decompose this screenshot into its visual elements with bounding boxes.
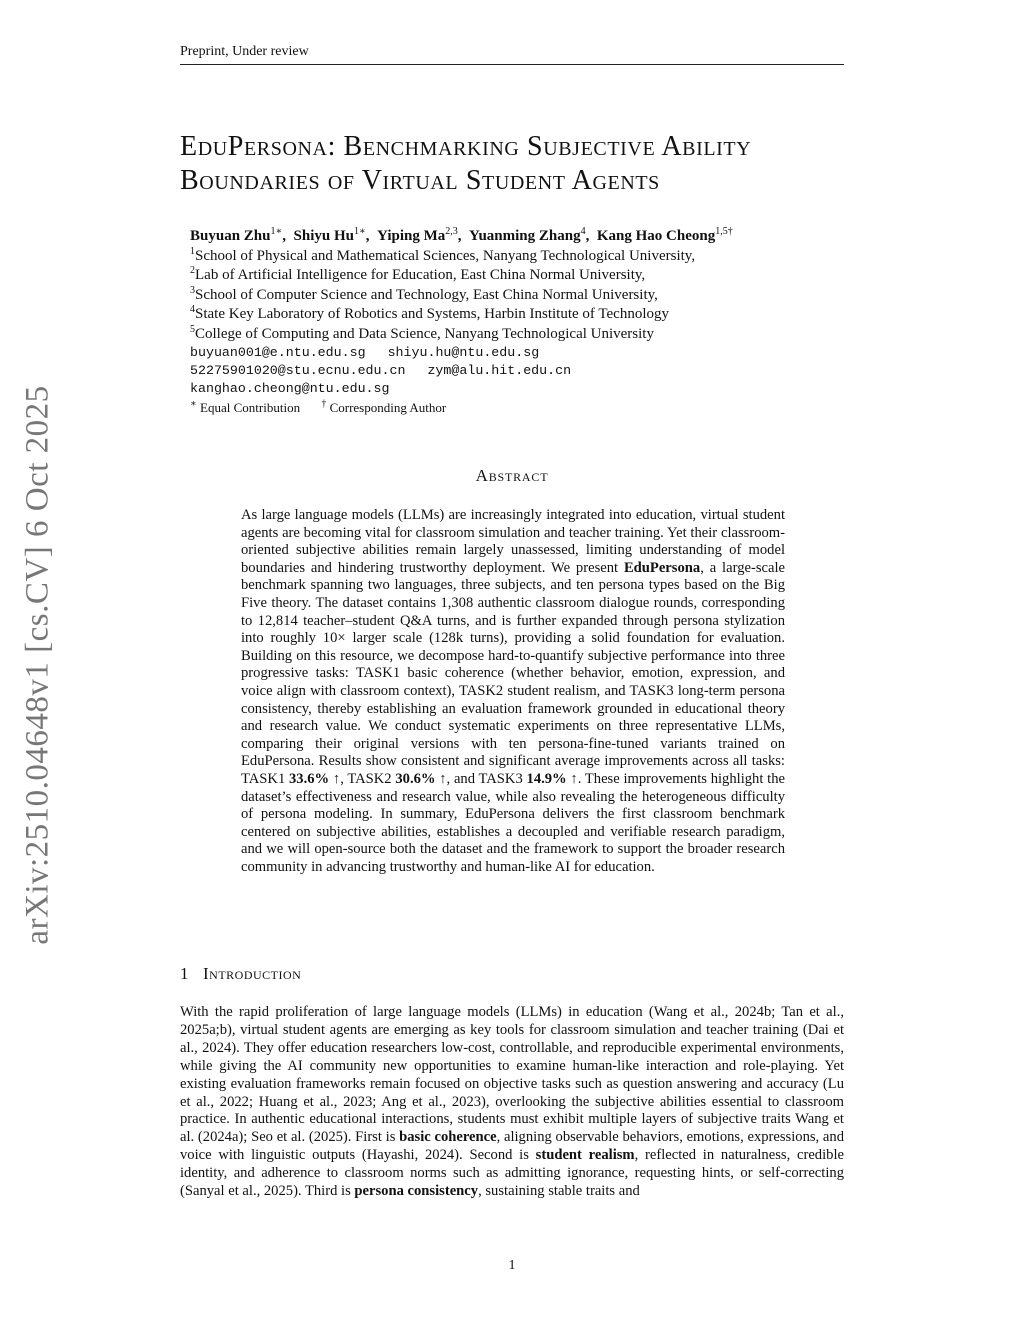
affiliation-line: $^5$College of Computing and Data Science, Nanyang Technological University [190, 323, 654, 342]
email-address: zym@alu.hit.edu.cn [427, 363, 572, 378]
title-line-1: EduPersona: Benchmarking Subjective Ability [180, 131, 752, 162]
author-name: Shiyu Hu [293, 228, 354, 244]
email-line [190, 362, 850, 380]
paper-title [180, 130, 860, 198]
author-affil-marker: 1∗ [354, 226, 366, 237]
author-names: Buyuan Zhu$^{1∗}$, Shiyu $Hu^{1∗}$, Yiping Ma$^{2,3}$, Yuanming Zhang$^4$, Kang Hao Cheong$^{1,5\dagger}$ [190, 226, 733, 244]
running-head-text: Preprint, Under review [180, 44, 309, 59]
email-address: shiyu.hu@ntu.edu.sg [387, 345, 540, 360]
affiliation-line: $^2$Lab of Artificial Intelligence for Education, East China Normal University, [190, 265, 646, 283]
affiliation-list [190, 247, 850, 345]
email-line [190, 380, 850, 398]
author-name: Buyuan Zhu [190, 228, 271, 244]
author-name: Yuanming Zhang [469, 228, 581, 244]
page-number: 1 [508, 1258, 516, 1273]
author-affil-marker: 2,3 [445, 226, 458, 237]
abstract-body: As large language models (LLMs) are increasingly integrated into education, virtual student agents are becoming vital for classroom simulation and teacher training. Yet their classroom-oriented subjective abilities remain largely unassessed, limiting understanding of model boundaries and hindering trustworthy deployment. We present EduPersona, a large-scale benchmark spanning two languages, three subjects, and ten persona types based on the Big Five theory. The dataset contains 1,308 authentic classroom dialogue rounds, corresponding to 12,814 teacher–student Q&A turns, and is further expanded through persona stylization into roughly 10× larger scale (128k turns), providing a solid foundation for evaluation. Building on this resource, we decompose hard-to-quantify subjective performance into three progressive tasks: TASK1 basic coherence (whether behavior, emotion, expression, and voice align with classroom context), TASK2 student realism, and TASK3 long-term persona consistency, thereby establishing an evaluation framework grounded in educational theory and research value. We conduct systematic experiments on three representative LLMs, comparing their original versions with ten persona-fine-tuned variants trained on EduPersona. Results show consistent and significant average improvements across all tasks: TASK1 33.6% ↑, TASK2 30.6% ↑, and TASK3 14.9% ↑. These improvements highlight the dataset’s effectiveness and research value, while also revealing the heterogeneous difficulty of persona modeling. In summary, EduPersona delivers the first classroom benchmark centered on subjective abilities, establishes a decoupled and verifiable research paradigm, and we will open-source both the dataset and the framework to support the broader research community in advancing trustworthy and human-like AI for education. [241, 507, 785, 875]
author-name: Kang Hao Cheong [596, 228, 716, 244]
abstract-heading: Abstract [475, 466, 549, 485]
email-line [190, 344, 850, 362]
equal-contribution-note: Equal Contribution [200, 400, 301, 415]
author-notes: ∗ Equal Contribution † Corresponding Author [190, 398, 447, 415]
affiliation-line: $^1$School of Physical and Mathematical Sciences, Nanyang Technological University, [190, 245, 696, 264]
section-title: Introduction [203, 964, 302, 983]
email-address: buyuan001@e.ntu.edu.sg [190, 345, 366, 360]
introduction-body: With the rapid proliferation of large language models (LLMs) in education (Wang et al., 2024b; Tan et al., 2025a;b), virtual student agents are emerging as key tools for classroom simulation and teacher training (Dai et al., 2024). They offer education researchers low-cost, controllable, and reproducible experimental environments, while giving the AI community new opportunities to examine human-like interaction and role-playing. Yet existing evaluation frameworks remain focused on objective tasks such as question answering and accuracy (Lu et al., 2022; Huang et al., 2023; Ang et al., 2023), overlooking the subjective abilities essential to classroom practice. In authentic educational interactions, students must exhibit multiple layers of subjective traits Wang et al. (2024a); Seo et al. (2025). First is basic coherence, aligning observable behaviors, emotions, expressions, and voice with linguistic outputs (Hayashi, 2024). Second is student realism, reflected in naturalness, credible identity, and adherence to classroom norms such as admitting ignorance, requesting hints, or self-correcting (Sanyal et al., 2025). Third is persona consistency, sustaining stable traits and [180, 1004, 845, 1200]
author-affil-marker: 1,5† [715, 226, 733, 237]
author-name: Yiping Ma [377, 228, 446, 244]
author-affil-marker: 4 [580, 226, 586, 237]
section-number: 1 [180, 964, 189, 983]
email-address: kanghao.cheong@ntu.edu.sg [190, 381, 390, 396]
corresponding-author-note: Corresponding Author [329, 400, 447, 415]
arxiv-identifier: arXiv:2510.04648v1 [cs.CV] 6 Oct 2025 [19, 385, 56, 945]
email-address: 52275901020@stu.ecnu.edu.cn [190, 363, 406, 378]
title-line-2: Boundaries of Virtual Student Agents [180, 165, 660, 196]
affiliation-line: $^3$School of Computer Science and Technology, East China Normal University, [190, 284, 658, 303]
running-header [180, 44, 844, 65]
author-affil-marker: 1∗ [270, 226, 283, 237]
affiliation-line: $^4$State Key Laboratory of Robotics and Systems, Harbin Institute of Technology [190, 304, 670, 322]
author-block [190, 227, 850, 418]
introduction-heading [180, 964, 301, 984]
